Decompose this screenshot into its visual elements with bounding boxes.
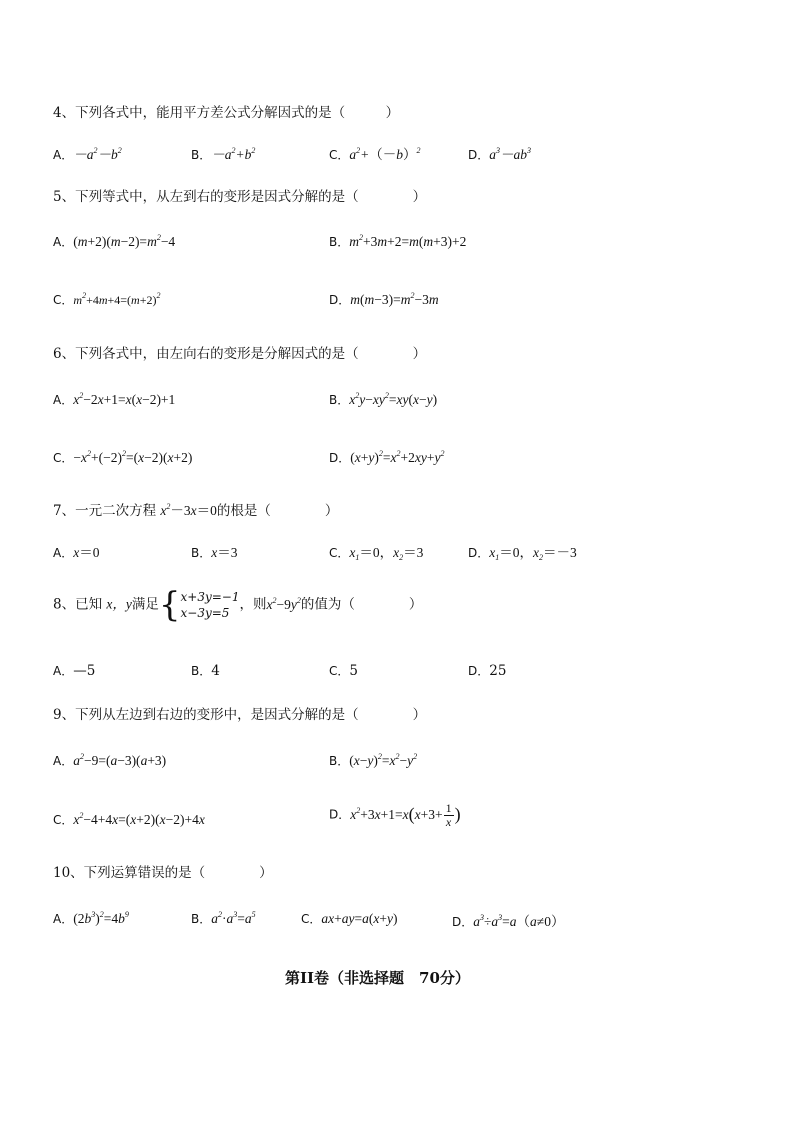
q8-option-d (468, 662, 506, 679)
q8-stem (53, 585, 423, 625)
q9-option-d (329, 802, 461, 829)
q7-d-expr: $x_1=0$，$x_2=-3$ (489, 545, 577, 562)
q8-stem-vars: x，y (106, 596, 132, 612)
option-label: A． (53, 546, 74, 560)
option-label: C． (53, 813, 74, 827)
q8-a-expr: —5 (73, 663, 96, 679)
q10-stem: 10、下列运算错误的是（ ） (53, 865, 273, 881)
q9-option-c (53, 811, 205, 828)
system-line-1: x+3y=−1 (180, 590, 240, 604)
option-label: D． (468, 148, 490, 162)
option-label: C． (329, 664, 350, 678)
q10-option-a (53, 910, 129, 927)
q7-stem-pre: 7、一元二次方程 (53, 503, 157, 519)
option-label: C． (301, 912, 322, 926)
q4-option-d (468, 143, 531, 163)
q6-d-expr: $(x+y)^2=x^2+2xy+y^2$ (350, 449, 445, 465)
q6-option-c (53, 449, 192, 466)
option-label: D． (329, 807, 351, 822)
option-label: B． (191, 148, 212, 162)
q7-option-a (53, 541, 99, 561)
q7-option-b (191, 541, 237, 561)
q9-option-a (53, 752, 166, 769)
q8-d-expr: 25 (489, 663, 507, 679)
q8-stem-mid: 满足 (131, 596, 159, 613)
option-label: D． (468, 546, 490, 560)
q10-c-expr: ax+ay=a(x+y) (321, 911, 398, 926)
q5-stem: 5、下列等式中，从左到右的变形是因式分解的是（ ） (53, 189, 427, 205)
q8-option-b (191, 662, 220, 679)
q4-option-a (53, 143, 122, 163)
q4-a-expr: $-a^2-b^2$ (73, 146, 122, 162)
q6-option-a (53, 391, 175, 408)
q5-d-expr: $m(m-3)=m^2-3m$ (350, 291, 439, 307)
q8-b-expr: 4 (211, 663, 220, 679)
option-label: B． (329, 235, 350, 249)
q6-stem: 6、下列各式中，由左向右的变形是分解因式的是（ ） (53, 346, 427, 362)
q9-stem: 9、下列从左边到右边的变形中，是因式分解的是（ ） (53, 707, 427, 723)
option-label: B． (329, 754, 350, 768)
section-title: 第II卷（非选择题 70分） (285, 969, 470, 987)
option-label: D． (468, 664, 490, 678)
option-label: C． (329, 148, 350, 162)
q7-option-d (468, 541, 577, 561)
q5-option-b (329, 233, 466, 250)
q9-a-expr: $a^2-9=(a-3)(a+3)$ (73, 752, 167, 768)
option-label: A． (53, 664, 74, 678)
q9-d-expr: $x^2+3x+1=x(x+3+$ $\frac{1}{x}$ ) (350, 801, 461, 829)
q9-c-expr: $x^2-4+4x=(x+2)(x-2)+4x$ (73, 811, 205, 827)
option-label: C． (329, 546, 350, 560)
q6-option-d (329, 449, 444, 466)
q5-option-d (329, 291, 439, 308)
q4-b-expr: $-a^2+b^2$ (211, 146, 256, 162)
q9-b-expr: $(x-y)^2=x^2-y^2$ (349, 752, 418, 768)
option-label: B． (329, 393, 350, 407)
q7-option-c (329, 541, 423, 561)
option-label: C． (53, 451, 74, 465)
q7-stem (53, 499, 338, 519)
q10-option-d (452, 910, 564, 930)
option-label: D． (329, 451, 351, 465)
q6-a-expr: $x^2-2x+1=x(x-2)+1$ (73, 391, 176, 407)
q8-c-expr: 5 (349, 663, 358, 679)
fraction: $\frac{1}{x}$ (445, 801, 452, 829)
q10-b-expr: $a^2\cdot a^3=a^5$ (211, 910, 256, 926)
system-line-2: x−3y=5 (180, 606, 230, 620)
option-label: B． (191, 912, 212, 926)
q9-option-b (329, 752, 417, 769)
q4-option-c (329, 143, 421, 163)
option-label: A． (53, 148, 74, 162)
option-label: A． (53, 235, 74, 249)
q10-option-c (301, 910, 398, 927)
q4-c-expr: $a^2+(-b)^2$ (349, 146, 421, 162)
q8-option-a (53, 662, 95, 679)
brace-icon: { (158, 585, 181, 625)
q8-stem-then: ，则 (239, 596, 267, 613)
q5-a-expr: $(m+2)(m-2)=m^2-4$ (73, 233, 176, 249)
q10-d-expr: $a^3\div a^3=a(a\ne 0)$ (473, 913, 565, 929)
option-label: A． (53, 754, 74, 768)
q6-c-expr: $-x^2+(-2)^2=(x-2)(x+2)$ (73, 449, 193, 465)
q7-b-expr: x＝3 (211, 545, 238, 560)
q4-d-expr: $a^3-ab^3$ (489, 146, 531, 162)
q7-stem-eq: $x^2-3x=0$ (160, 502, 217, 518)
q4-option-b (191, 143, 255, 163)
q7-c-expr: $x_1=0$，$x_2=3$ (349, 545, 424, 562)
option-label: C． (53, 293, 74, 307)
q4-stem: 4、下列各式中，能用平方差公式分解因式的是（ ） (53, 105, 400, 121)
q10-a-expr: $(2b^3)^2=4b^9$ (73, 910, 129, 926)
q6-option-b (329, 391, 437, 408)
option-label: B． (191, 664, 212, 678)
option-label: D． (452, 915, 474, 929)
option-label: A． (53, 393, 74, 407)
q5-option-a (53, 233, 175, 250)
q8-stem-post: 的值为（ ） (300, 596, 423, 613)
q7-a-expr: x＝0 (73, 545, 100, 560)
q10-option-b (191, 910, 256, 927)
q5-option-c (53, 291, 160, 308)
option-label: B． (191, 546, 212, 560)
q5-b-expr: $m^2+3m+2=m(m+3)+2$ (349, 233, 467, 249)
q5-c-expr: $m^2+4m+4=(m+2)^2$ (73, 291, 161, 307)
q6-b-expr: $x^2y-xy^2=xy(x-y)$ (349, 391, 438, 407)
option-label: D． (329, 293, 351, 307)
q8-stem-expr: $x^2-9y^2$ (266, 595, 301, 612)
q7-stem-post: 的根是（ ） (216, 503, 339, 519)
q8-stem-pre: 8、已知 (53, 596, 103, 613)
q8-option-c (329, 662, 358, 679)
option-label: A． (53, 912, 74, 926)
equation-system (181, 589, 240, 621)
